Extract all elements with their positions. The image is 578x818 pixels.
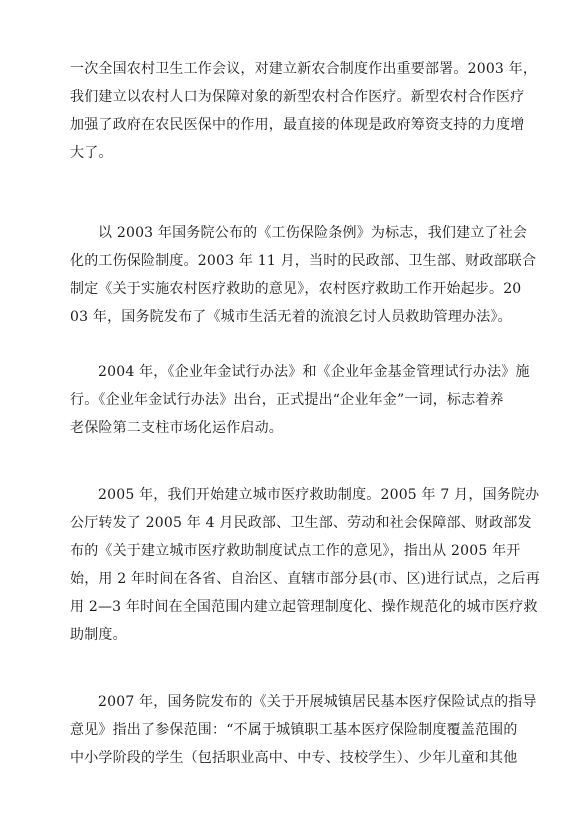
text-line: 意见》指出了参保范围：“不属于城镇职工基本医疗保险制度覆盖范围的 — [70, 722, 518, 738]
text-line: 2005 年，我们开始建立城市医疗救助制度。2005 年 7 月，国务院办 — [98, 487, 540, 503]
text-line: 助制度。 — [70, 627, 127, 643]
text-line: 用 2—3 年时间在全国范围内建立起管理制度化、操作规范化的城市医疗救 — [70, 599, 538, 615]
text-line: 始，用 2 年时间在各省、自治区、直辖市部分县(市、区)进行试点，之后再 — [70, 571, 540, 587]
text-line: 大了。 — [70, 145, 113, 161]
text-line: 03 年，国务院发布了《城市生活无着的流浪乞讨人员救助管理办法》。 — [70, 309, 512, 325]
text-line: 2007 年，国务院发布的《关于开展城镇居民基本医疗保险试点的指导 — [98, 694, 537, 710]
text-line: 行。《企业年金试行办法》出台，正式提出“企业年金”一词，标志着养 — [70, 392, 504, 408]
text-line: 以 2003 年国务院公布的《工伤保险条例》为标志，我们建立了社会 — [98, 225, 528, 241]
text-line: 公厅转发了 2005 年 4 月民政部、卫生部、劳动和社会保障部、财政部发 — [70, 515, 532, 531]
text-line: 加强了政府在农民医保中的作用，最直接的体现是政府筹资支持的力度增 — [70, 117, 525, 133]
text-line: 化的工伤保险制度。2003 年 11 月，当时的民政部、卫生部、财政部联合 — [70, 253, 537, 269]
text-line: 中小学阶段的学生（包括职业高中、中专、技校学生）、少年儿童和其他 — [70, 750, 518, 766]
text-line: 布的《关于建立城市医疗救助制度试点工作的意见》，指出从 2005 年开 — [70, 543, 521, 559]
text-line: 2004 年，《企业年金试行办法》和《企业年金基金管理试行办法》施 — [98, 364, 530, 380]
text-line: 老保险第二支柱市场化运作启动。 — [70, 420, 283, 436]
text-line: 我们建立以农村人口为保障对象的新型农村合作医疗。新型农村合作医疗 — [70, 89, 525, 105]
text-line: 制定《关于实施农村医疗救助的意见》，农村医疗救助工作开始起步。20 — [70, 281, 522, 297]
text-line: 一次全国农村卫生工作会议，对建立新农合制度作出重要部署。2003 年， — [70, 61, 538, 77]
